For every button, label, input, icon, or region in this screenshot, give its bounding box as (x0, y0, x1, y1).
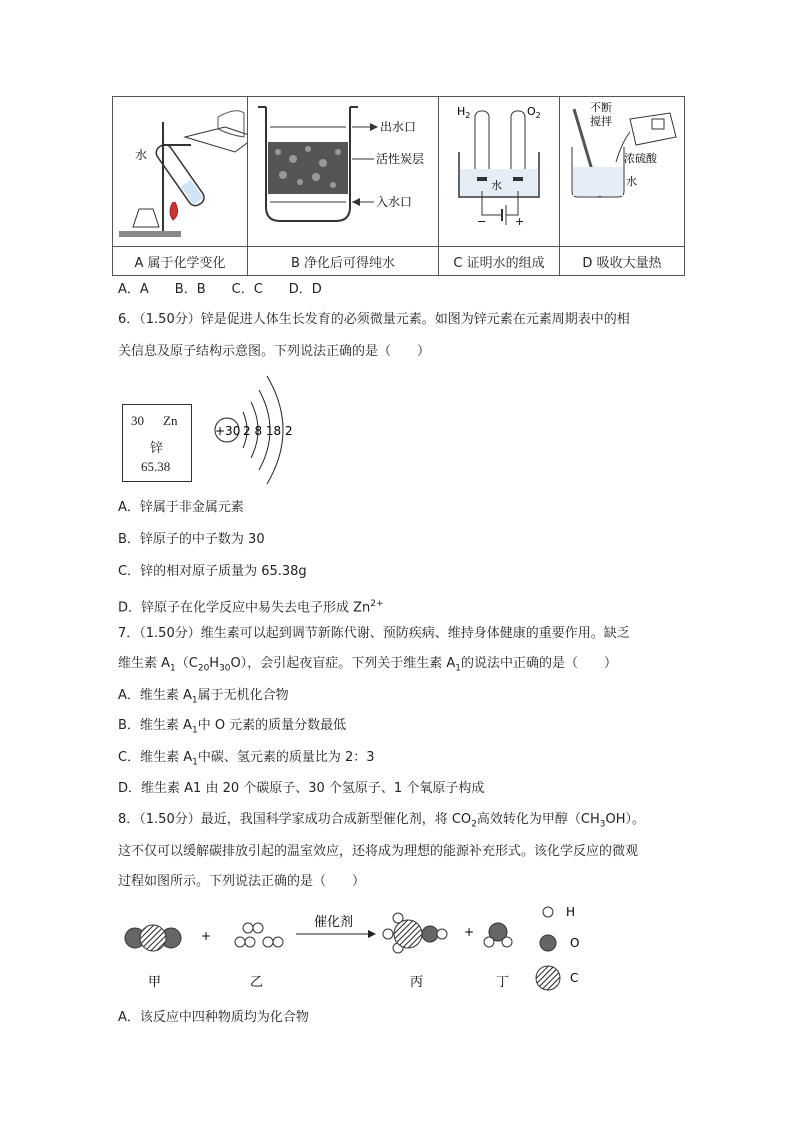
legend-h-label: H (566, 905, 576, 919)
nucleus-charge: +30 (215, 424, 241, 438)
legend-o-symbol (540, 935, 556, 951)
legend-c-label: C (570, 971, 579, 985)
panel-d-acid-label: 浓硫酸 (624, 152, 657, 165)
q6-option-a: A．锌属于非金属元素 (118, 500, 244, 515)
q8-stem-line3: 过程如图所示。下列说法正确的是（ ） (118, 874, 366, 889)
panel-b-inlet-label: 入水口 (376, 195, 413, 209)
panel-a-drawing (113, 97, 247, 242)
panel-c-drawing (439, 97, 559, 242)
panel-c-electrolysis-image (439, 97, 560, 247)
q6-stem-line1: 6．（1.50分）锌是促进人体生长发育的必须微量元素。如图为锌元素在元素周期表中的相 (118, 312, 630, 327)
panel-c-plus: + (515, 215, 525, 228)
panel-b-drawing (248, 97, 438, 242)
q5-options: A．A B．B C．C D．D (118, 282, 322, 297)
panel-c-minus: − (477, 215, 487, 228)
q6-option-d: D．锌原子在化学反应中易失去电子形成 $Zn^{2+}$ (118, 599, 384, 616)
molecule-jia-co2 (125, 925, 181, 951)
caption-d: D 吸收大量热 (560, 247, 685, 276)
q7-option-a: A．维生素 $A_1$属于无机化合物 (118, 688, 289, 706)
element-symbol: Zn (163, 413, 178, 428)
electron-shells: 2 8 18 2 (243, 424, 293, 438)
panel-b-outlet-label: 出水口 (380, 120, 417, 134)
q6-stem-line2: 关信息及原子结构示意图。下列说法正确的是（ ） (118, 344, 431, 359)
label-yi: 乙 (250, 975, 264, 990)
legend (536, 905, 579, 990)
panel-c-h2-label: $H_2$ (457, 105, 471, 120)
element-number: 30 (131, 413, 144, 428)
caption-a: A 属于化学变化 (113, 247, 248, 276)
molecule-bing-methanol (383, 913, 447, 953)
label-bing: 丙 (410, 975, 424, 990)
panel-d-stir-label-2: 搅拌 (590, 115, 612, 128)
q6-option-b: B．锌原子的中子数为 30 (118, 532, 265, 547)
q8-stem-line2: 这不仅可以缓解碳排放引起的温室效应，还将成为理想的能源补充形式。该化学反应的微观 (118, 844, 639, 859)
label-ding: 丁 (496, 975, 510, 990)
legend-c-symbol (536, 966, 560, 990)
reaction-diagram (118, 898, 598, 998)
zinc-atom-structure (205, 368, 305, 492)
panel-c-o2-label: $O_2$ (527, 105, 541, 120)
q7-option-d: D．维生素 A1 由 20 个碳原子、30 个氢原子、1 个氧原子构成 (118, 781, 485, 796)
panel-a-heating-image (113, 97, 248, 247)
panel-a-water-label: 水 (135, 148, 148, 162)
label-jia: 甲 (148, 975, 162, 990)
experiment-figure-table (112, 96, 685, 276)
element-mass: 65.38 (141, 459, 171, 474)
panel-d-water-label: 水 (626, 175, 637, 188)
legend-o-label: O (570, 936, 580, 950)
catalyst-label: 催化剂 (314, 915, 354, 930)
panel-d-dilution-image (560, 97, 685, 247)
panel-d-drawing (560, 97, 684, 242)
zinc-element-card (122, 404, 192, 482)
q7-option-b: B．维生素 $A_1$中 O 元素的质量分数最低 (118, 718, 347, 736)
q8-stem-line1: 8．（1.50分）最近，我国科学家成功合成新型催化剂，将 $CO_2$高效转化为甲醇$(CH_3OH)$。 (118, 812, 646, 830)
legend-h-symbol (543, 907, 553, 917)
caption-c: C 证明水的组成 (439, 247, 560, 276)
molecule-yi-h2 (235, 923, 283, 947)
q8-option-a: A．该反应中四种物质均为化合物 (118, 1010, 309, 1025)
q7-stem-line1: 7．（1.50分）维生素可以起到调节新陈代谢、预防疾病、维持身体健康的重要作用。缺乏 (118, 626, 630, 641)
plus-sign-1: + (201, 929, 212, 943)
panel-d-stir-label-1: 不断 (590, 101, 612, 114)
q6-option-c: C．锌的相对原子质量为 65.38g (118, 564, 307, 579)
element-name: 锌 (150, 440, 164, 455)
q7-stem-line2: 维生素 $A_1(C_{20}H_{30}O)$，会引起夜盲症。下列关于维生素 $A_1$的说法中正确的是（ ） (118, 656, 618, 674)
q7-option-c: C．维生素 $A_1$中碳、氢元素的质量比为 2：3 (118, 750, 375, 768)
panel-c-water-label: 水 (491, 179, 502, 192)
plus-sign-2: + (464, 925, 475, 939)
panel-b-carbon-label: 活性炭层 (376, 152, 425, 166)
caption-b: B 净化后可得纯水 (248, 247, 439, 276)
molecule-ding-water (484, 923, 512, 947)
panel-b-filter-image (248, 97, 439, 247)
